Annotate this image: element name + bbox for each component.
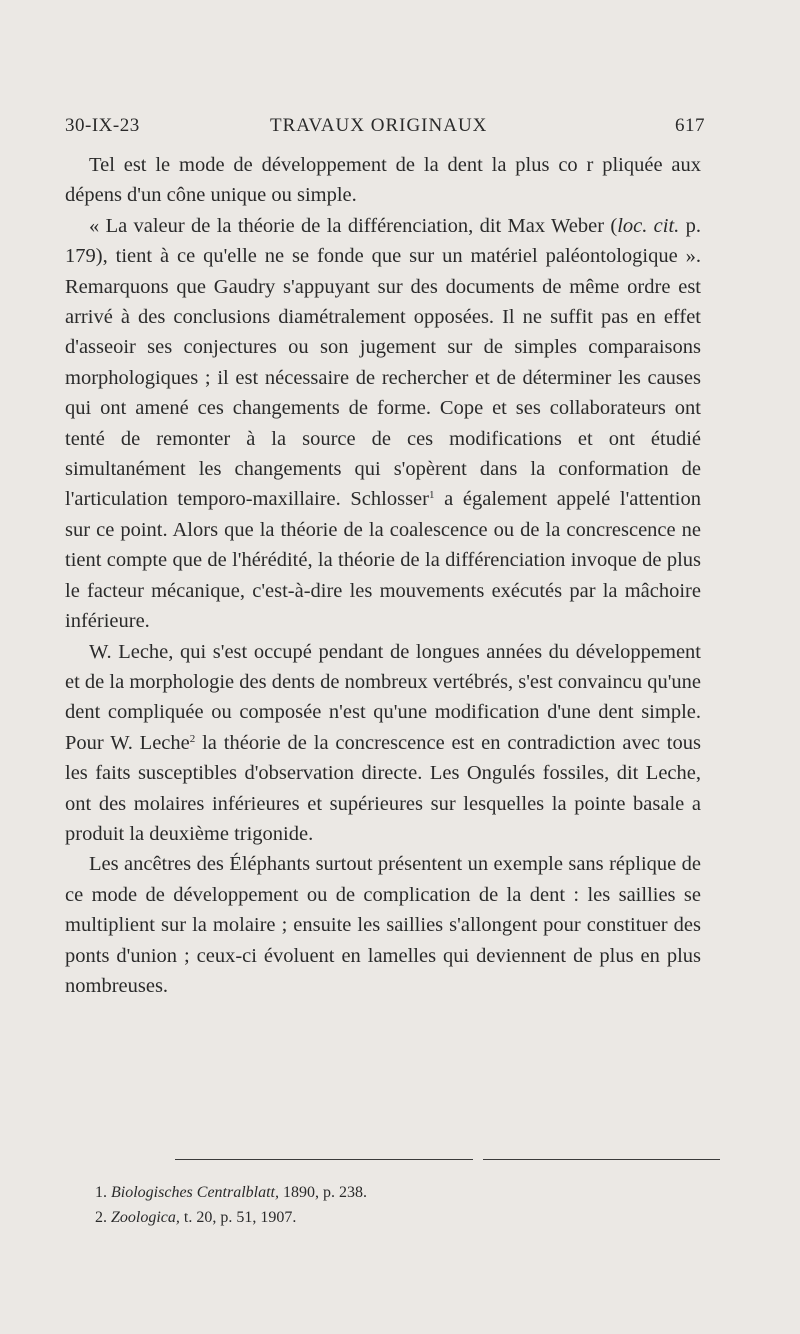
paragraph-2-text-c: a également appelé l'attention sur ce point. Alors que la théorie de la coalescence ou de la concrescence ne tient compte que de l'hérédité, la théorie de la différenciation invoque de plus le facteur mécanique, c'est-à-dire les mouvements exécutés par la mâchoire inférieure. [65, 488, 701, 633]
body-text [65, 150, 701, 1001]
running-head [65, 115, 705, 145]
header-section-title: TRAVAUX ORIGINAUX [270, 115, 488, 136]
footnote-ref-2: 2 [189, 732, 196, 745]
footnote-1 [95, 1180, 695, 1205]
paragraph-2-text-a: « La valeur de la théorie de la différenciation, dit Max Weber ( [89, 214, 618, 237]
footnote-ref-1: 1 [428, 489, 435, 502]
paragraph-1 [65, 150, 701, 211]
header-date: 30-IX-23 [65, 115, 140, 136]
paragraph-2-text-b: p. 179), tient à ce qu'elle ne se fonde que sur un matériel paléontologique ». Remarquons que Gaudry s'appuyant sur des documents de même ordre est arrivé à des conclusions diamétralement opposées. Il ne suffit pas en effet d'asseoir ses conjectures ou son jugement sur de simples comparaisons morphologiques ; il est nécessaire de rechercher et de déterminer les causes qui ont amené ces changements de forme. Cope et ses collaborateurs ont tenté de remonter à la source de ces modifications et ont étudié simultanément les changements qui s'opèrent dans la conformation de l'articulation temporo-maxillaire. Schlosser [65, 214, 701, 511]
footnote-separator-left [175, 1159, 473, 1160]
footnote-2 [95, 1205, 695, 1230]
footnotes [95, 1180, 695, 1230]
paragraph-3-text-a: W. Leche, qui s'est occupé pendant de longues années du développement et de la morphologie des dents de nombreux vertébrés, s'est convaincu qu'une dent compliquée ou composée n'est qu'une modification d'une dent simple. Pour W. Leche [65, 640, 701, 754]
footnote-separator-right [483, 1159, 720, 1160]
footnote-2-title: Zoologica, [111, 1209, 180, 1226]
page-number: 617 [675, 115, 705, 136]
footnote-1-number: 1. [95, 1184, 107, 1201]
footnote-2-details: t. 20, p. 51, 1907. [179, 1209, 297, 1226]
paragraph-4 [65, 849, 701, 1001]
footnote-1-details: 1890, p. 238. [279, 1184, 367, 1201]
footnote-1-title: Biologisches Centralblatt, [111, 1184, 279, 1201]
footnote-2-number: 2. [95, 1209, 107, 1226]
paragraph-3-text-b: la théorie de la concrescence est en contradiction avec tous les faits susceptibles d'observation directe. Les Ongulés fossiles, dit Leche, ont des molaires inférieures et supérieures sur lesquelles la pointe basale a produit la deuxième trigonide. [65, 731, 701, 845]
paragraph-3 [65, 637, 701, 850]
paragraph-2-citation: loc. cit. [617, 214, 680, 237]
paragraph-4-text: Les ancêtres des Éléphants surtout présentent un exemple sans réplique de ce mode de développement ou de complication de la dent : les saillies se multiplient sur la molaire ; ensuite les saillies s'allongent pour constituer des ponts d'union ; ceux-ci évoluent en lamelles qui deviennent de plus en plus nombreuses. [65, 853, 701, 997]
paragraph-1-text: Tel est le mode de développement de la dent la plus co r pliquée aux dépens d'un cône unique ou simple. [65, 154, 701, 207]
paragraph-2 [65, 211, 701, 637]
